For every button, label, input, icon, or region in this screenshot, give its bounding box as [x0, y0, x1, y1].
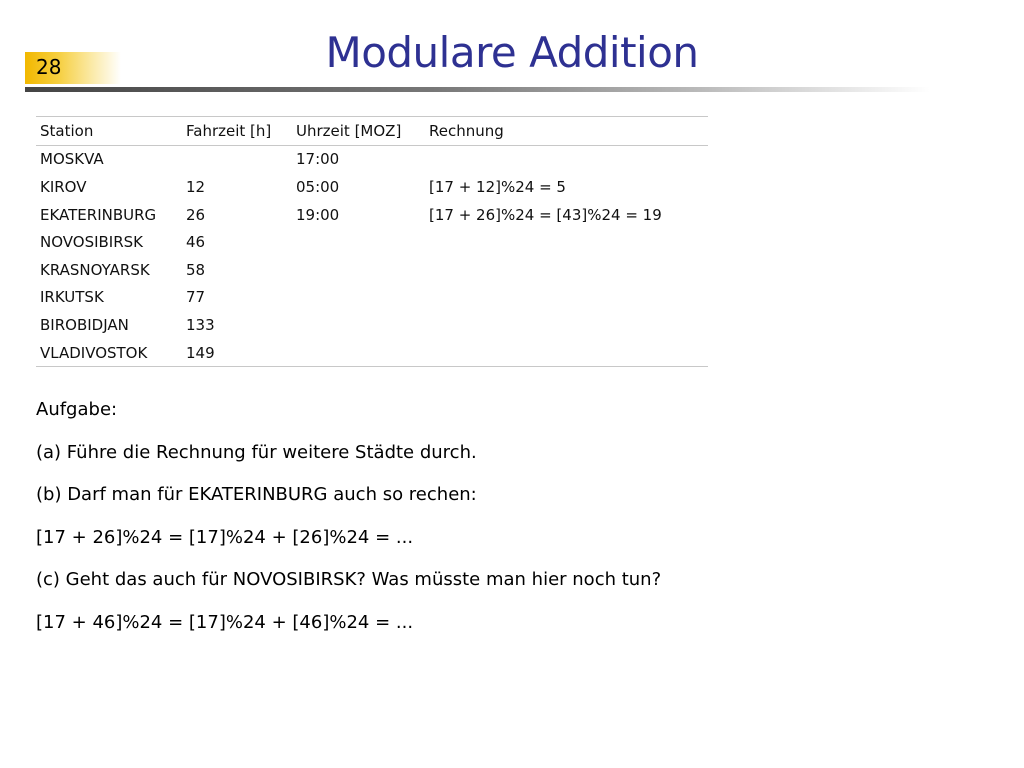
slide-title: Modulare Addition — [325, 28, 699, 77]
clock-time-cell — [292, 228, 425, 256]
task-line-c: (c) Geht das auch für NOVOSIBIRSK? Was müsste man hier noch tun? — [36, 569, 662, 590]
schedule-table — [36, 116, 708, 367]
station-cell: NOVOSIBIRSK — [40, 233, 144, 252]
table-row — [36, 284, 708, 312]
station-cell: KIROV — [40, 177, 87, 196]
station-cell: EKATERINBURG — [40, 205, 157, 224]
task-line-c-formula: [17 + 46]%24 = [17]%24 + [46]%24 = ... — [36, 611, 414, 633]
task-line-a: (a) Führe die Rechnung für weitere Städte durch. — [36, 441, 477, 463]
calculation-cell — [425, 256, 708, 284]
station-cell: BIROBIDJAN — [40, 315, 129, 334]
travel-time-cell — [182, 145, 292, 173]
clock-time-cell — [292, 284, 425, 312]
clock-time-cell — [292, 256, 425, 284]
task-line-b: (b) Darf man für EKATERINBURG auch so rechen: — [36, 484, 477, 505]
task-line-b-formula: [17 + 26]%24 = [17]%24 + [26]%24 = ... — [36, 526, 414, 548]
table-row — [36, 339, 708, 367]
column-header-clock-time: Uhrzeit [MOZ] — [296, 121, 402, 140]
slide-number: 28 — [36, 55, 62, 79]
calculation-cell — [425, 284, 708, 312]
station-cell: KRASNOYARSK — [40, 260, 150, 279]
travel-time-cell: 149 — [186, 343, 215, 362]
task-heading: Aufgabe: — [36, 399, 118, 420]
travel-time-cell: 58 — [186, 260, 206, 279]
station-cell: IRKUTSK — [40, 288, 104, 307]
table-row — [36, 201, 708, 229]
travel-time-cell: 26 — [186, 205, 206, 224]
station-cell: MOSKVA — [40, 150, 104, 169]
table-header-row — [36, 117, 708, 146]
travel-time-cell: 12 — [186, 177, 206, 196]
column-header-travel-time: Fahrzeit [h] — [186, 121, 272, 140]
schedule-table-container — [36, 116, 708, 367]
table-row — [36, 311, 708, 339]
column-header-calculation: Rechnung — [429, 121, 504, 140]
clock-time-cell — [292, 311, 425, 339]
travel-time-cell: 77 — [186, 288, 206, 307]
station-cell: VLADIVOSTOK — [40, 343, 148, 362]
table-row — [36, 145, 708, 173]
clock-time-cell: 05:00 — [296, 177, 340, 196]
travel-time-cell: 133 — [186, 315, 215, 334]
calculation-cell: [17 + 26]%24 = [43]%24 = 19 — [429, 205, 662, 224]
task-block — [36, 397, 661, 652]
clock-time-cell: 19:00 — [296, 205, 340, 224]
calculation-cell — [425, 228, 708, 256]
clock-time-cell: 17:00 — [296, 150, 340, 169]
table-row — [36, 228, 708, 256]
title-divider — [25, 87, 930, 92]
column-header-station: Station — [40, 121, 94, 140]
calculation-cell — [425, 145, 708, 173]
clock-time-cell — [292, 339, 425, 367]
table-row — [36, 173, 708, 201]
travel-time-cell: 46 — [186, 233, 206, 252]
calculation-cell — [425, 339, 708, 367]
calculation-cell — [425, 311, 708, 339]
table-row — [36, 256, 708, 284]
calculation-cell: [17 + 12]%24 = 5 — [429, 177, 566, 196]
